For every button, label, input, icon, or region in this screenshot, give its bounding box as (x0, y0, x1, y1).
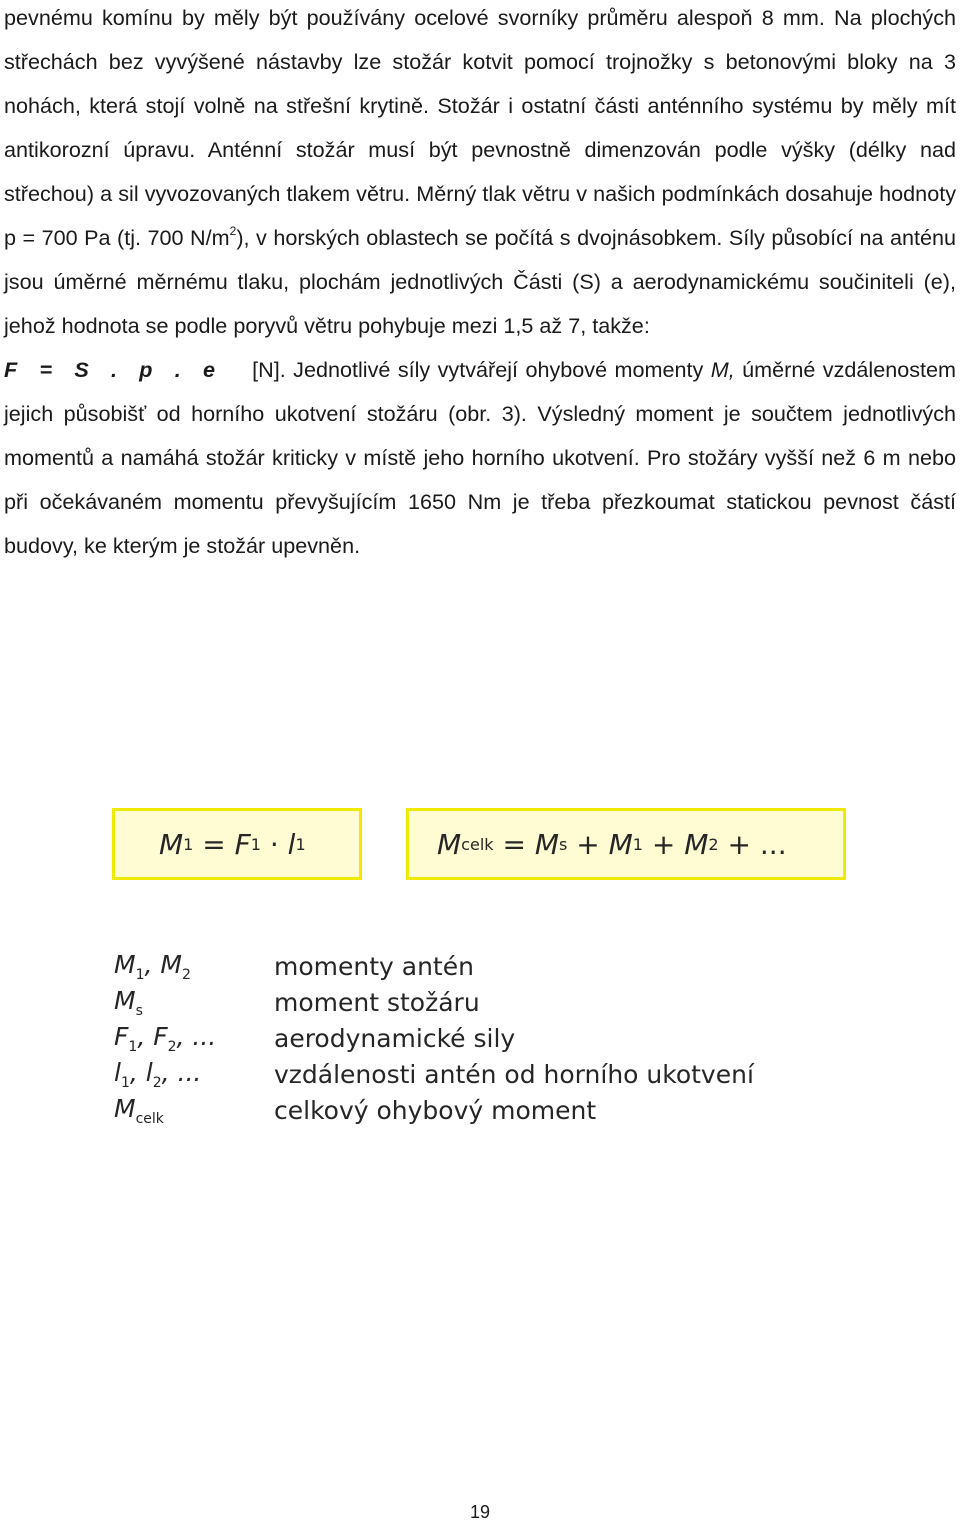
box2-m: M (437, 827, 462, 861)
paragraph-text-4: úměrné vzdálenostem jejich působišť od horního ukotvení stožáru (obr. 3). Výsledný moment je součtem jednotlivých momentů a namáhá stožár kriticky v místě jeho horního ukotvení. Pro stožáry vyšší než 6 m nebo při očekávaném momentu převyšujícím 1650 Nm je třeba přezkoumat statickou pevnost částí budovy, ke kterým je stožár upevněn. (4, 357, 957, 558)
legend-row (114, 1020, 874, 1056)
legend-description: celkový ohybový moment (274, 1095, 597, 1125)
box2-equals: = (502, 827, 526, 861)
paragraph-text-1: pevnému komínu by měly být používány ocelové svorníky průměru alespoň 8 mm. Na plochých střechách bez vyvýšené nástavby lze stožár kotvit pomocí trojnožky s betonovými bloky na 3 nohách, která stojí volně na střešní krytině. Stožár i ostatní části anténního systému by měly mít antikorozní úpravu. Anténní stožár musí být pevnostně dimenzován podle výšky (délky nad střechou) a sil vyvozovaných tlakem větru. Měrný tlak větru v našich podmínkách dosahuje hodnoty p = 700 Pa (tj. 700 N/m (4, 5, 956, 250)
box1-equals: = (202, 827, 226, 861)
box1-l-sub: 1 (295, 834, 306, 854)
formula-dot-1: . (111, 357, 118, 382)
page-number: 19 (469, 1502, 491, 1522)
legend-symbol: $l_1$, $l_2$, ... (114, 1057, 202, 1091)
legend-description: aerodynamické sily (274, 1023, 516, 1053)
box2-m2: M (684, 827, 709, 861)
superscript-2: 2 (229, 223, 237, 238)
legend-description: moment stožáru (274, 987, 480, 1017)
box1-dot: · (269, 827, 279, 861)
moment-symbol: M, (710, 357, 735, 382)
formula-box-total-moment (406, 808, 846, 880)
box2-ms: M (534, 827, 559, 861)
legend-row (114, 984, 874, 1020)
legend-description: momenty antén (274, 951, 474, 981)
box2-m1-sub: 1 (632, 834, 643, 854)
formula-e: e (203, 357, 216, 382)
legend-row (114, 1056, 874, 1092)
box1-m: M (159, 827, 184, 861)
box2-m1: M (608, 827, 633, 861)
box1-f-sub: 1 (250, 834, 261, 854)
formula-box-moment (112, 808, 362, 880)
legend-symbol: $M_s$ (114, 985, 143, 1019)
legend-symbol: $M_1$, $M_2$ (114, 949, 191, 983)
formula-f: F (4, 357, 18, 382)
symbol-legend (114, 948, 874, 1128)
box1-f: F (234, 827, 251, 861)
legend-symbol: $M_{celk}$ (114, 1093, 164, 1127)
formula-s: S (74, 357, 89, 382)
formula-p: p (139, 357, 153, 382)
box2-ms-sub: s (558, 834, 568, 854)
formula-dot-2: . (174, 357, 181, 382)
box2-plus-2: + (651, 827, 676, 861)
box2-ellipsis: ... (759, 827, 787, 861)
inline-formula (4, 357, 215, 382)
paragraph-text-2: ), v horských oblastech se počítá s dvojnásobkem. Síly působící na anténu jsou úměrné měrnému tlaku, plochám jednotlivých Části (S) a aerodynamickému součiniteli (e), jehož hodnota se podle poryvů větru pohybuje mezi 1,5 až 7, takže: (4, 225, 957, 338)
box2-plus-3: + (727, 827, 751, 861)
legend-row (114, 948, 874, 984)
paragraph-text-3: [N]. Jednotlivé síly vytvářejí ohybové momenty (252, 357, 704, 382)
box2-m-sub: celk (461, 834, 494, 854)
formula-equals: = (39, 357, 53, 382)
body-paragraph (4, 0, 956, 568)
legend-description: vzdálenosti antén od horního ukotvení (274, 1059, 754, 1089)
box1-m-sub: 1 (183, 834, 194, 854)
legend-row (114, 1092, 874, 1128)
box2-m2-sub: 2 (708, 834, 719, 854)
legend-symbol: $F_1$, $F_2$, ... (114, 1021, 217, 1055)
box1-l: l (287, 827, 296, 861)
box2-plus-1: + (576, 827, 600, 861)
